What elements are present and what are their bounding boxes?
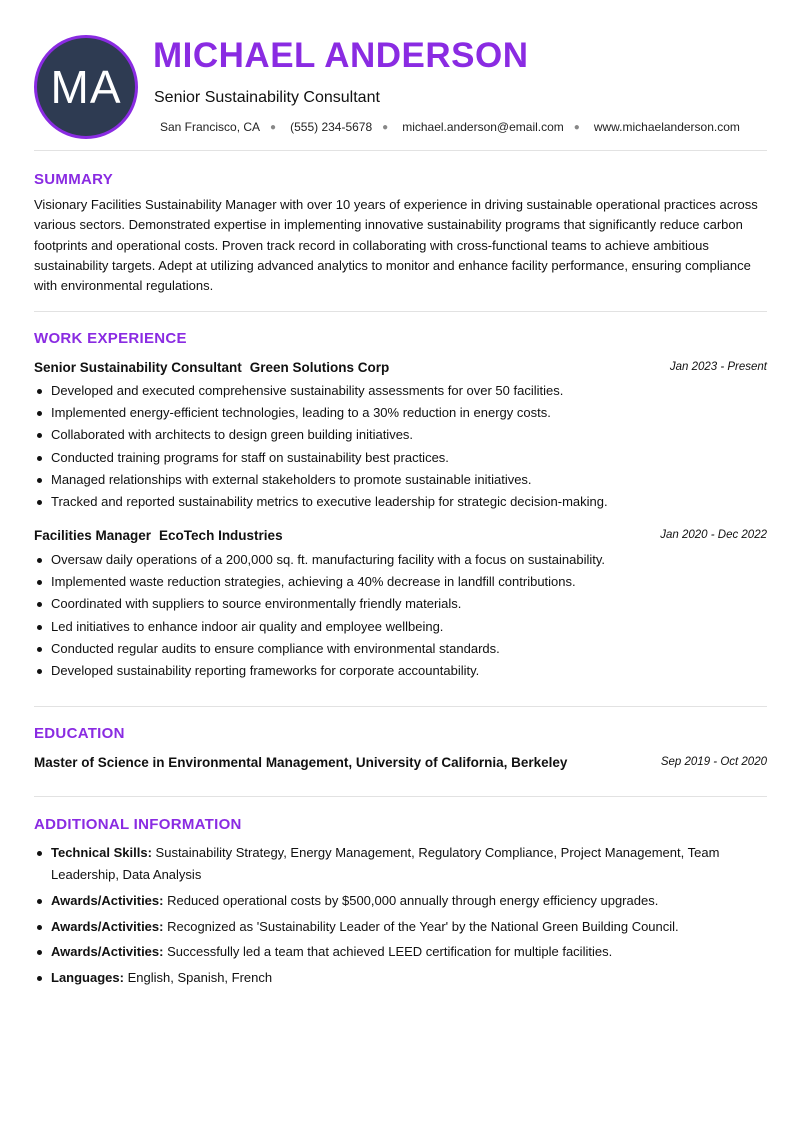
list-item: Developed sustainability reporting frameworks for corporate accountability. <box>34 660 767 682</box>
work-experience-heading: WORK EXPERIENCE <box>34 330 187 347</box>
item-text: Successfully led a team that achieved LEED certification for multiple facilities. <box>167 944 613 960</box>
list-item: Conducted regular audits to ensure compliance with environmental standards. <box>34 638 767 660</box>
list-item: Oversaw daily operations of a 200,000 sq. ft. manufacturing facility with a focus on sustainability. <box>34 549 767 571</box>
job-company: Green Solutions Corp <box>249 359 390 375</box>
divider <box>34 796 767 797</box>
contact-location: San Francisco, CA <box>160 120 261 134</box>
job-dates: Jan 2020 - Dec 2022 <box>660 529 767 541</box>
job-dates: Jan 2023 - Present <box>669 361 767 373</box>
candidate-name: MICHAEL ANDERSON <box>153 36 529 75</box>
list-item: Collaborated with architects to design green building initiatives. <box>34 424 767 446</box>
job-position: Facilities Manager <box>34 527 152 543</box>
job-header <box>34 358 767 376</box>
item-text: Sustainability Strategy, Energy Management, Regulatory Compliance, Project Management, Team Leadership, Data Analysis <box>51 845 720 883</box>
list-item <box>34 916 767 938</box>
list-item <box>34 941 767 963</box>
list-item: Developed and executed comprehensive sustainability assessments for over 50 facilities. <box>34 380 767 402</box>
list-item: Implemented energy-efficient technologies, leading to a 30% reduction in energy costs. <box>34 402 767 424</box>
contact-email[interactable]: michael.anderson@email.com <box>402 120 564 134</box>
divider <box>34 706 767 707</box>
item-label: Awards/Activities: <box>51 918 164 934</box>
avatar <box>34 35 138 139</box>
job-title <box>34 528 283 543</box>
summary-heading: SUMMARY <box>34 171 114 188</box>
education-heading: EDUCATION <box>34 725 125 742</box>
list-item: Implemented waste reduction strategies, achieving a 40% decrease in landfill contributions. <box>34 571 767 593</box>
contact-website[interactable]: www.michaelanderson.com <box>593 120 740 134</box>
list-item <box>34 842 767 886</box>
summary-text: Visionary Facilities Sustainability Manager with over 10 years of experience in driving sustainable operational practices across various sectors. Demonstrated expertise in implementing innovative sustainability programs that significantly reduce carbon footprints and operational costs. Proven track record in collaborating with cross-functional teams to achieve ambitious sustainability targets. Adept at utilizing advanced analytics to monitor and enhance facility performance, ensuring compliance with environmental regulations. <box>34 197 758 294</box>
job-header <box>34 526 767 544</box>
job-company: EcoTech Industries <box>159 527 283 543</box>
avatar-initials: MA <box>50 61 122 113</box>
item-label: Awards/Activities: <box>51 944 164 960</box>
item-text: English, Spanish, French <box>127 970 273 986</box>
divider <box>34 150 767 151</box>
job-title <box>34 360 389 375</box>
list-item: Coordinated with suppliers to source environmentally friendly materials. <box>34 593 767 615</box>
item-label: Languages: <box>51 970 124 986</box>
list-item: Tracked and reported sustainability metrics to executive leadership for strategic decision-making. <box>34 491 767 513</box>
contact-bar <box>160 120 740 134</box>
list-item: Managed relationships with external stakeholders to promote sustainable initiatives. <box>34 469 767 491</box>
education-degree: Master of Science in Environmental Management, University of California, Berkeley <box>34 754 568 770</box>
additional-info-list <box>34 842 767 993</box>
candidate-role: Senior Sustainability Consultant <box>154 89 380 106</box>
job-bullets <box>34 549 767 682</box>
additional-info-heading: ADDITIONAL INFORMATION <box>34 816 242 833</box>
bullet-separator-icon: ● <box>382 121 389 133</box>
job-bullets <box>34 380 767 513</box>
list-item: Led initiatives to enhance indoor air quality and employee wellbeing. <box>34 616 767 638</box>
job-position: Senior Sustainability Consultant <box>34 359 242 375</box>
education-dates: Sep 2019 - Oct 2020 <box>660 756 767 768</box>
contact-phone: (555) 234-5678 <box>290 120 373 134</box>
item-label: Awards/Activities: <box>51 892 164 908</box>
list-item <box>34 890 767 912</box>
list-item: Conducted training programs for staff on sustainability best practices. <box>34 447 767 469</box>
item-label: Technical Skills: <box>51 845 152 860</box>
divider <box>34 311 767 312</box>
item-text: Reduced operational costs by $500,000 annually through energy efficiency upgrades. <box>167 892 659 908</box>
bullet-separator-icon: ● <box>270 121 277 133</box>
bullet-separator-icon: ● <box>573 121 580 133</box>
education-entry <box>34 753 767 771</box>
list-item <box>34 967 767 989</box>
item-text: Recognized as 'Sustainability Leader of the Year' by the National Green Building Council. <box>167 918 679 934</box>
